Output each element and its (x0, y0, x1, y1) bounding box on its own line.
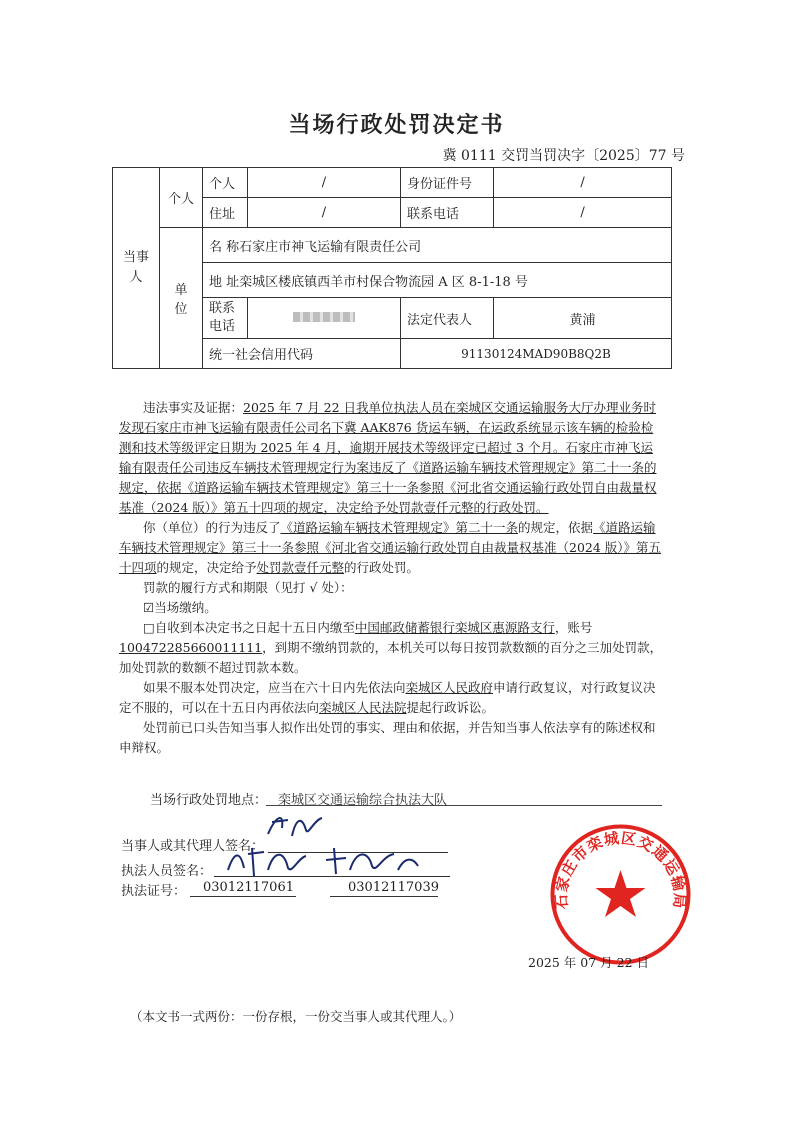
document-title: 当场行政处罚决定书 (288, 113, 505, 138)
unit-phone-label: 联系 电话 (203, 298, 248, 339)
seal-text: 石家庄市栾城区交通运输局 (552, 828, 689, 910)
party-sign-label: 当事人或其代理人签名： (121, 839, 265, 854)
party-info-table (112, 167, 672, 369)
cert-label: 执法证号： (121, 884, 187, 899)
notice-paragraph: 处罚前已口头告知当事人拟作出处罚的事实、理由和依据，并告知当事人依法享有的陈述权和申辩权。 (119, 720, 656, 755)
individual-label: 个人 (160, 168, 203, 228)
legal-rep-label: 法定代表人 (401, 298, 494, 339)
appeal-paragraph: 如果不服本处罚决定，应当在六十日内先依法向栾城区人民政府申请行政复议，对行政复议决定不服的，可以在十五日内再依法向栾城区人民法院提起行政诉讼。 (119, 680, 656, 715)
cert-line-2 (330, 896, 438, 897)
credit-code-label: 统一社会信用代码 (203, 339, 401, 369)
officer-sign-label: 执法人员签名： (121, 864, 213, 879)
unchecked-box-icon: □ (143, 620, 155, 635)
facts-paragraph: 违法事实及证据：2025 年 7 月 22 日我单位执法人员在栾城区交通运输服务大厅办理业务时发现石家庄市神飞运输有限责任公司名下冀 AAK876 货运车辆，在运政系统显示该车辆的检验检测和技术等级评定日期为 2025 年 4 月，逾期开展技术等级评定已超过 3 个月。石家庄市神飞运输有限责任公司违反车辆技术管理规定行为案违反了《道路运输车辆技术管理规定》第二十一条的规定，依据《道路运输车辆技术管理规定》第三十一条参照《河北省交通运输行政处罚自由裁量权基准（2024 版）》第五十四项的规定，决定给予处罚款壹仟元整的行政处罚。 (119, 400, 657, 515)
id-label: 身份证件号 (401, 168, 494, 198)
cert-number-1: 03012117061 (203, 880, 294, 895)
decision-body (119, 398, 664, 758)
address-value: / (248, 198, 401, 228)
option-pay-on-site: ☑当场缴纳。 (143, 600, 217, 615)
name-value: / (248, 168, 401, 198)
cert-line-1 (190, 896, 296, 897)
document-number: 冀 0111 交罚当罚决字〔2025〕77 号 (442, 148, 685, 164)
checked-box-icon: ☑ (143, 600, 155, 615)
unit-name-value: 石家庄市神飞运输有限责任公司 (239, 239, 422, 255)
cert-number-2: 03012117039 (348, 880, 439, 895)
unit-name-label: 名 称 (209, 239, 240, 255)
unit-address-row (203, 263, 672, 298)
party-label: 当事人 (113, 168, 160, 369)
phone-value: / (494, 198, 672, 228)
official-seal (548, 822, 693, 967)
option-pay-bank: □自收到本决定书之日起十五日内缴至中国邮政储蓄银行栾城区惠源路支行，账号100472285660011111，到期不缴纳罚款的，本机关可以每日按罚款数额的百分之三加处罚款，加处罚款的数额不超过罚款本数。 (119, 620, 663, 675)
officer-handwritten-signatures (222, 840, 432, 884)
legal-rep-value: 黄浦 (494, 298, 672, 339)
phone-label: 联系电话 (401, 198, 494, 228)
unit-address-label: 地 址 (209, 274, 240, 290)
address-label: 住址 (203, 198, 248, 228)
footer-note: （本文书一式两份：一份存根，一份交当事人或其代理人。） (130, 1009, 462, 1024)
unit-phone-value-redacted (248, 298, 401, 339)
unit-address-value: 栾城区楼底镇西羊市村保合物流园 A 区 8-1-18 号 (239, 274, 528, 290)
facts-text: 2025 年 7 月 22 日我单位执法人员在栾城区交通运输服务大厅办理业务时发现石家庄市神飞运输有限责任公司名下冀 AAK876 货运车辆，在运政系统显示该车辆的检验检测和技术等级评定日期为 2025 年 4 月，逾期开展技术等级评定已超过 3 个月。石家庄市神飞运输有限责任公司违反车辆技术管理规定行为案违反了《道路运输车辆技术管理规定》第二十一条的规定，依据《道路运输车辆技术管理规定》第三十一条参照《河北省交通运输行政处罚自由裁量权基准（2024 版）》第五十四项的规定，决定给予处罚款壹仟元整的行政处罚。 (119, 400, 657, 515)
violation-paragraph: 你（单位）的行为违反了《道路运输车辆技术管理规定》第二十一条的规定，依据《道路运输车辆技术管理规定》第三十一条参照《河北省交通运输行政处罚自由裁量权基准（2024 版）》第五十四项的规定，决定给予处罚款壹仟元整的行政处罚。 (119, 520, 662, 575)
redaction-blur (293, 312, 355, 322)
fine-method-heading: 罚款的履行方式和期限（见打 √ 处）： (143, 580, 353, 595)
decision-date: 2025 年 07 月 22 日 (528, 955, 649, 970)
place-label: 当场行政处罚地点： (150, 793, 268, 808)
name-label: 个人 (203, 168, 248, 198)
credit-code-value: 91130124MAD90B8Q2B (401, 339, 672, 369)
id-value: / (494, 168, 672, 198)
unit-name-row (203, 228, 672, 263)
unit-label: 单 位 (160, 228, 203, 369)
place-value: 栾城区交通运输综合执法大队 (278, 793, 448, 808)
